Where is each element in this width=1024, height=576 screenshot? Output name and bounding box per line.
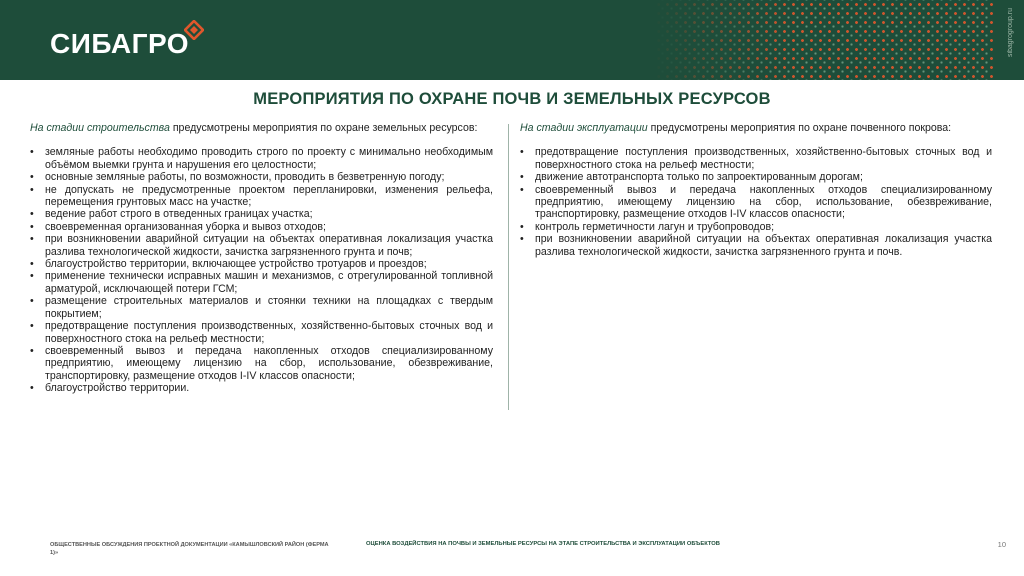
- column-divider: [508, 124, 509, 410]
- list-item: • движение автотранспорта только по запроектированным дорогам;: [520, 171, 992, 183]
- logo-diamond-icon: [184, 20, 204, 40]
- page-number: 10: [997, 540, 1006, 549]
- operation-list: [520, 146, 992, 258]
- list-item: • своевременный вывоз и передача накопленных отходов специализированному предприятию, имеющему лицензию на сбор, использование, обезвреживание, транспортировку, размещение отходов I-IV классов опасности;: [30, 345, 493, 382]
- list-item: • при возникновении аварийной ситуации на объектах оперативная локализация участка разлива технологической жидкости, зачистка загрязненного грунта и почв.: [520, 233, 992, 258]
- list-item: • контроль герметичности лагун и трубопроводов;: [520, 221, 992, 233]
- list-item: • земляные работы необходимо проводить строго по проекту с минимально необходимым объёмом выемки грунта и нарушения его целостности;: [30, 146, 493, 171]
- list-item: • применение технически исправных машин и механизмов, с отрегулированной топливной арматурой, исключающей потери ГСМ;: [30, 270, 493, 295]
- list-item: • основные земляные работы, по возможности, проводить в безветренную погоду;: [30, 171, 493, 183]
- logo-text: СИБАГРО: [50, 28, 190, 59]
- construction-intro: [30, 122, 493, 134]
- operation-column: [520, 122, 992, 258]
- list-item: • благоустройство территории, включающее устройство тротуаров и проездов;: [30, 258, 493, 270]
- page-title: МЕРОПРИЯТИЯ ПО ОХРАНЕ ПОЧВ И ЗЕМЕЛЬНЫХ РЕСУРСОВ: [253, 90, 771, 108]
- list-item: • своевременная организованная уборка и вывоз отходов;: [30, 221, 493, 233]
- footer-section-title: ОЦЕНКА ВОЗДЕЙСТВИЯ НА ПОЧВЫ И ЗЕМЕЛЬНЫЕ РЕСУРСЫ НА ЭТАПЕ СТРОИТЕЛЬСТВА И ЭКСПЛУАТАЦИИ ОБЪЕКТОВ: [366, 541, 720, 547]
- site-url: sibagrogroup.ru: [1007, 8, 1014, 58]
- list-item: • при возникновении аварийной ситуации на объектах оперативная локализация участка разлива технологической жидкости, зачистка загрязненного грунта и почв;: [30, 233, 493, 258]
- list-item: • предотвращение поступления производственных, хозяйственно-бытовых сточных вод и поверхностного стока на рельеф местности;: [520, 146, 992, 171]
- operation-intro: [520, 122, 992, 134]
- construction-list: [30, 146, 493, 394]
- operation-stage-label: На стадии эксплуатации: [520, 122, 648, 134]
- construction-intro-text: предусмотрены мероприятия по охране земельных ресурсов:: [169, 122, 478, 134]
- decorative-dot-pattern: [654, 0, 994, 80]
- list-item: • не допускать не предусмотренные проектом перепланировки, изменения рельефа, перемещения грунтовых масс на участке;: [30, 184, 493, 209]
- list-item: • благоустройство территории.: [30, 382, 493, 394]
- header-bar: [0, 0, 1024, 80]
- list-item: • размещение строительных материалов и стоянки техники на площадках с твердым покрытием;: [30, 295, 493, 320]
- construction-stage-label: На стадии строительства: [30, 122, 170, 134]
- footer-project-title: ОБЩЕСТВЕННЫЕ ОБСУЖДЕНИЯ ПРОЕКТНОЙ ДОКУМЕНТАЦИИ «КАМЫШЛОВСКИЙ РАЙОН (ФЕРМА 1)»: [50, 542, 329, 556]
- list-item: • своевременный вывоз и передача накопленных отходов специализированному предприятию, имеющему лицензию на сбор, использование, обезвреживание, транспортировку, размещение отходов I-IV классов опасности;: [520, 184, 992, 221]
- operation-intro-text: предусмотрены мероприятия по охране почвенного покрова:: [647, 122, 952, 134]
- list-item: • предотвращение поступления производственных, хозяйственно-бытовых сточных вод и поверхностного стока на рельеф местности;: [30, 320, 493, 345]
- list-item: • ведение работ строго в отведенных границах участка;: [30, 208, 493, 220]
- construction-column: [30, 122, 493, 395]
